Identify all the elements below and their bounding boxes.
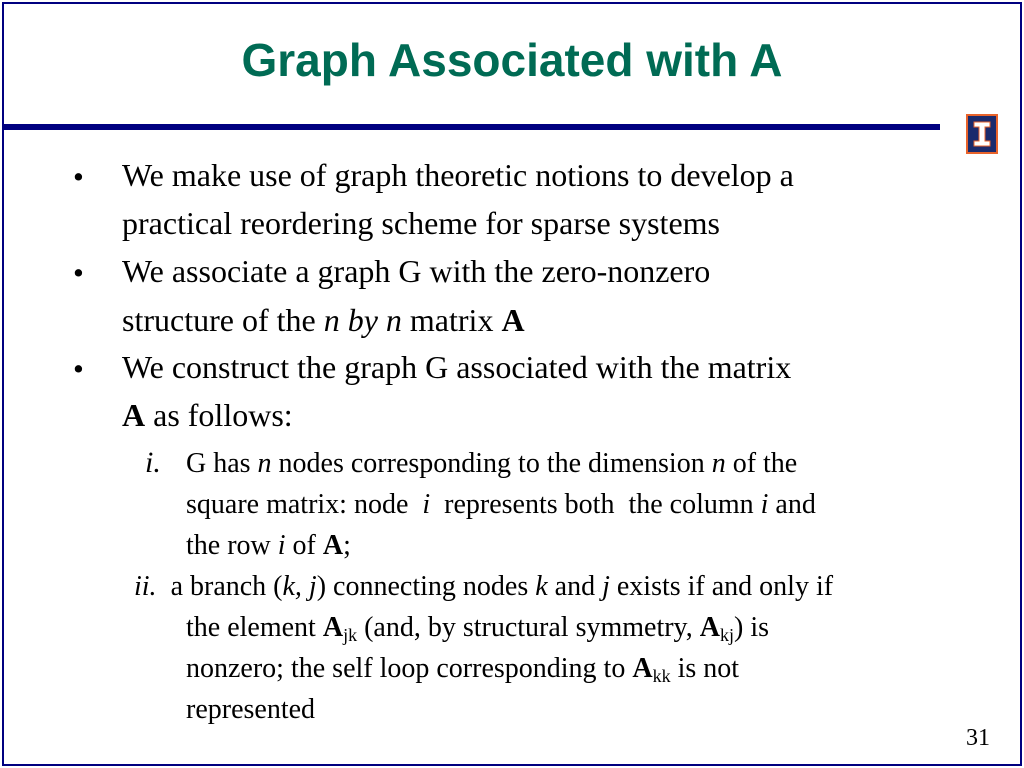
text: represents both the column	[430, 489, 761, 520]
math-var: i	[760, 489, 769, 520]
text: ) is	[734, 612, 769, 643]
subscript: jk	[343, 625, 358, 645]
matrix-symbol: A	[122, 397, 146, 433]
matrix-symbol: A	[632, 653, 653, 684]
bullet-2-line-1: We associate a graph G with the zero-nonzero	[122, 253, 711, 289]
text: of	[285, 530, 323, 561]
text: ;	[343, 530, 351, 561]
bullet-marker: •	[73, 255, 84, 290]
math-var: i	[277, 530, 286, 561]
text: and	[547, 571, 603, 602]
matrix-symbol: A	[699, 612, 720, 643]
matrix-symbol: A	[501, 302, 525, 338]
sub-marker-i: i.	[145, 446, 161, 479]
matrix-symbol: A	[322, 530, 344, 561]
title-divider	[4, 124, 940, 130]
sub-i-line-3	[186, 530, 351, 562]
sub-ii-line-2	[186, 612, 769, 644]
bullet-3-line-2	[122, 397, 293, 433]
math-var: i	[422, 489, 431, 520]
math-var: k	[535, 571, 548, 602]
math-var: n	[323, 302, 340, 338]
math-var: n	[257, 448, 272, 479]
bullet-1-line-1: We make use of graph theoretic notions to develop a	[122, 157, 794, 193]
text: a branch (	[156, 571, 283, 602]
text: square matrix: node	[186, 489, 423, 520]
sub-i-line-2	[186, 489, 816, 521]
bullet-1-line-2: practical reordering scheme for sparse systems	[122, 205, 720, 241]
sub-marker-ii: ii.	[134, 571, 157, 602]
block-i-icon	[968, 116, 996, 152]
university-logo-icon	[966, 114, 998, 154]
bullet-marker: •	[73, 351, 84, 386]
text: the element	[186, 612, 323, 643]
page-number: 31	[966, 725, 990, 751]
text: and	[768, 489, 816, 520]
matrix-symbol: A	[322, 612, 344, 643]
slide-title: Graph Associated with A	[241, 34, 783, 86]
bullet-marker: •	[73, 159, 84, 194]
math-text: by	[339, 302, 386, 338]
text: matrix	[401, 302, 502, 338]
text: structure of the	[122, 302, 324, 338]
sub-ii-line-4: represented	[186, 694, 316, 725]
subscript: kk	[652, 666, 671, 686]
sub-ii-line-3	[186, 653, 739, 685]
bullet-2-line-2	[122, 302, 525, 338]
math-var: k, j	[282, 571, 317, 602]
text: nonzero; the self loop corresponding to	[186, 653, 633, 684]
text: as follows:	[145, 397, 293, 433]
text: of the	[725, 448, 798, 479]
text: is not	[670, 653, 740, 684]
text: the row	[186, 530, 278, 561]
sub-ii-line-1	[134, 571, 833, 603]
math-var: n	[711, 448, 726, 479]
text: exists if and only if	[609, 571, 834, 602]
text: nodes corresponding to the dimension	[271, 448, 712, 479]
text: (and, by structural symmetry,	[357, 612, 700, 643]
sub-i-line-1	[186, 448, 797, 480]
text: G has	[186, 448, 258, 479]
text: ) connecting nodes	[316, 571, 536, 602]
subscript: kj	[719, 625, 734, 645]
math-var: j	[602, 571, 610, 602]
math-var: n	[385, 302, 402, 338]
bullet-3-line-1: We construct the graph G associated with the matrix	[122, 349, 792, 385]
